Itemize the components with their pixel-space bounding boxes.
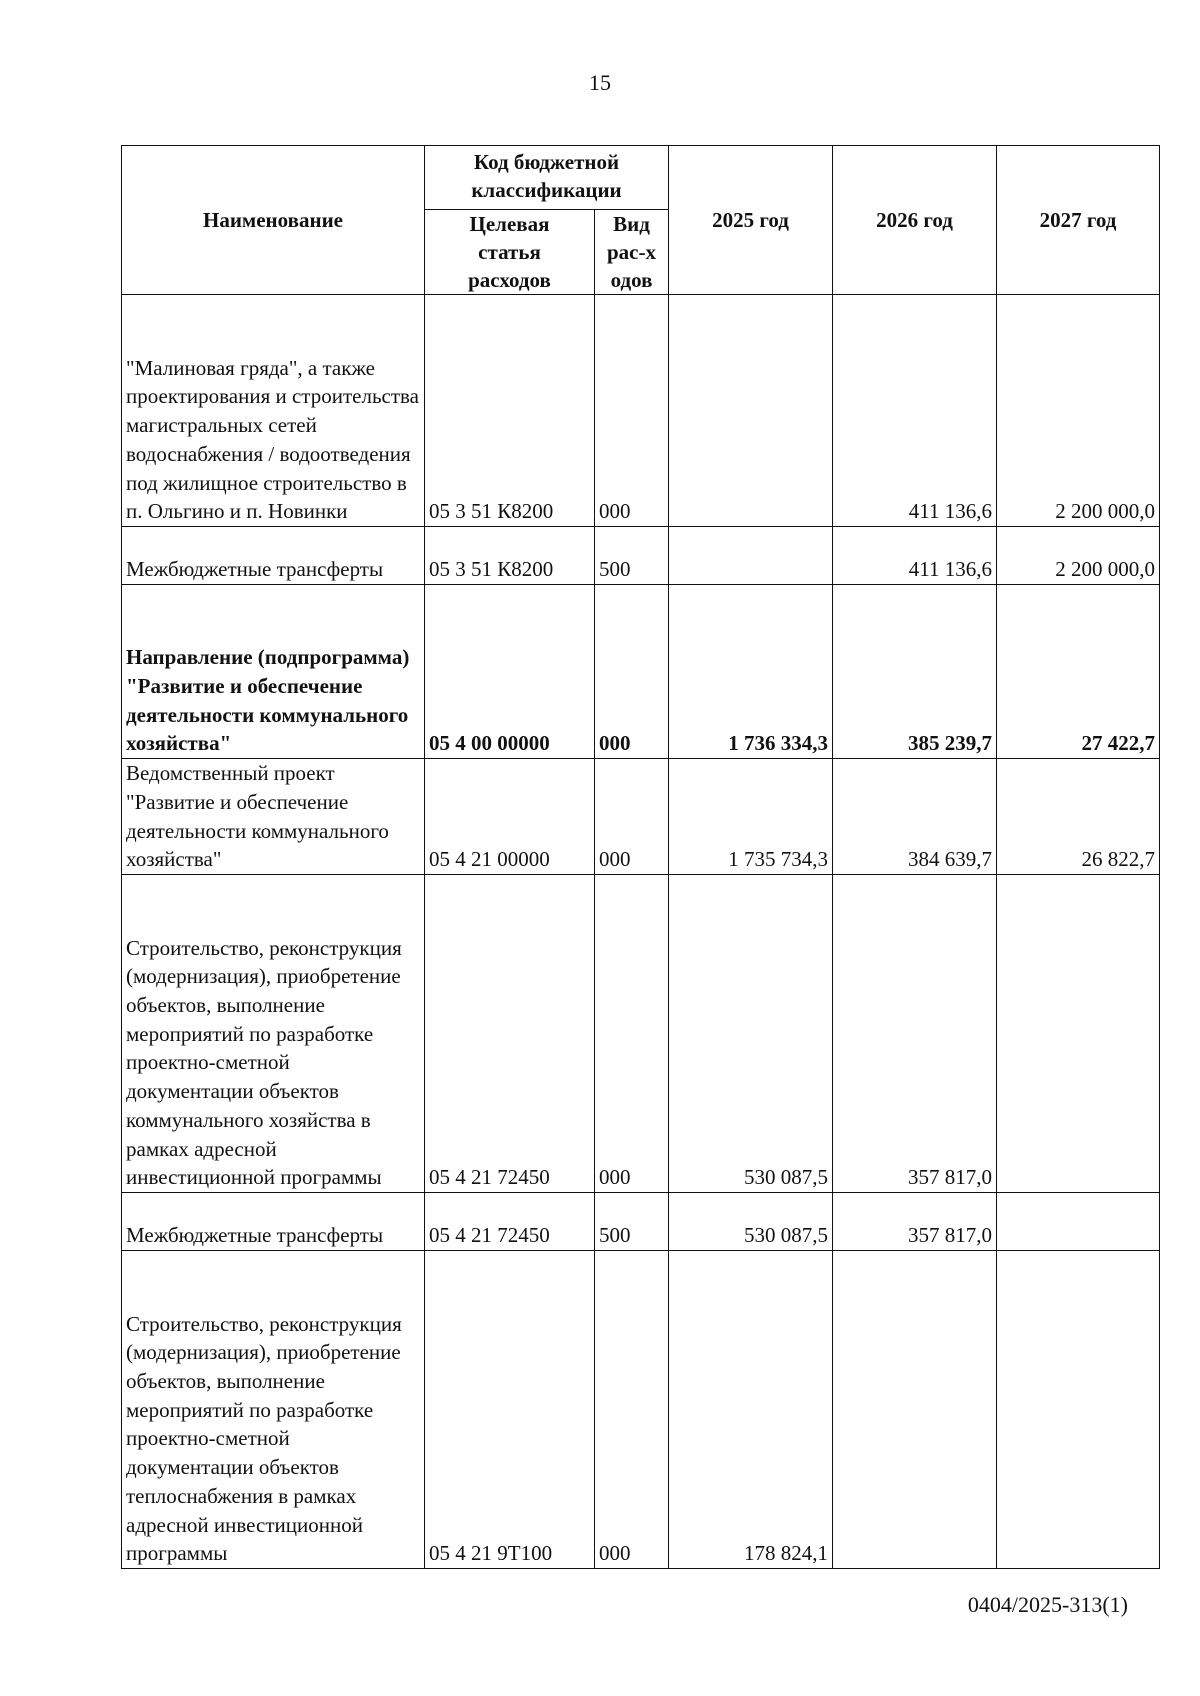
row-code: 05 4 21 00000 bbox=[425, 759, 595, 875]
budget-table bbox=[121, 145, 1160, 1569]
row-2026: 357 817,0 bbox=[833, 1193, 997, 1251]
row-2027: 26 822,7 bbox=[997, 759, 1160, 875]
row-2027 bbox=[997, 1193, 1160, 1251]
row-code: 05 4 21 72450 bbox=[425, 875, 595, 1193]
header-expense-type-text: Вид рас-ходов bbox=[607, 212, 656, 292]
header-2025: 2025 год bbox=[669, 146, 833, 295]
row-vid: 500 bbox=[595, 527, 669, 585]
table-row bbox=[122, 527, 1160, 585]
row-vid: 000 bbox=[595, 759, 669, 875]
page-number: 15 bbox=[589, 70, 611, 95]
header-target-article-text: Целевая статья расходов bbox=[468, 212, 551, 292]
table-body bbox=[122, 295, 1160, 1569]
header-2026: 2026 год bbox=[833, 146, 997, 295]
header-2027: 2027 год bbox=[997, 146, 1160, 295]
row-2026: 411 136,6 bbox=[833, 295, 997, 527]
row-2025: 178 824,1 bbox=[669, 1251, 833, 1569]
row-2026: 385 239,7 bbox=[833, 585, 997, 759]
row-name: Ведомственный проект "Развитие и обеспечение деятельности коммунального хозяйства" bbox=[122, 759, 425, 875]
table-row bbox=[122, 295, 1160, 527]
row-2026: 357 817,0 bbox=[833, 875, 997, 1193]
row-code: 05 4 21 9Т100 bbox=[425, 1251, 595, 1569]
header-code-group-text: Код бюджетной классификации bbox=[471, 150, 622, 202]
row-name: Направление (подпрограмма) "Развитие и обеспечение деятельности коммунального хозяйства" bbox=[122, 585, 425, 759]
table-row bbox=[122, 1251, 1160, 1569]
row-2027: 2 200 000,0 bbox=[997, 295, 1160, 527]
row-code: 05 3 51 К8200 bbox=[425, 295, 595, 527]
row-code: 05 4 21 72450 bbox=[425, 1193, 595, 1251]
table-row bbox=[122, 875, 1160, 1193]
row-2025: 530 087,5 bbox=[669, 1193, 833, 1251]
row-2025: 1 735 734,3 bbox=[669, 759, 833, 875]
row-name: Межбюджетные трансферты bbox=[122, 527, 425, 585]
row-2026: 384 639,7 bbox=[833, 759, 997, 875]
row-name: Строительство, реконструкция (модернизация), приобретение объектов, выполнение мероприятий по разработке проектно-сметной документации объектов теплоснабжения в рамках адресной инвестиционной программы bbox=[122, 1251, 425, 1569]
row-name: "Малиновая гряда", а также проектирования и строительства магистральных сетей водоснабжения / водоотведения под жилищное строительство в п. Ольгино и п. Новинки bbox=[122, 295, 425, 527]
row-code: 05 4 00 00000 bbox=[425, 585, 595, 759]
row-2025 bbox=[669, 295, 833, 527]
table-row bbox=[122, 1193, 1160, 1251]
header-name: Наименование bbox=[122, 146, 425, 295]
row-2027 bbox=[997, 1251, 1160, 1569]
row-2025 bbox=[669, 527, 833, 585]
row-2026 bbox=[833, 1251, 997, 1569]
row-2027: 2 200 000,0 bbox=[997, 527, 1160, 585]
row-vid: 000 bbox=[595, 585, 669, 759]
header-expense-type bbox=[595, 210, 669, 295]
row-2027 bbox=[997, 875, 1160, 1193]
row-2026: 411 136,6 bbox=[833, 527, 997, 585]
header-target-article bbox=[425, 210, 595, 295]
row-vid: 000 bbox=[595, 295, 669, 527]
row-vid: 000 bbox=[595, 1251, 669, 1569]
table-row bbox=[122, 759, 1160, 875]
row-vid: 000 bbox=[595, 875, 669, 1193]
row-vid: 500 bbox=[595, 1193, 669, 1251]
row-code: 05 3 51 К8200 bbox=[425, 527, 595, 585]
header-code-group bbox=[425, 146, 669, 210]
table-header bbox=[122, 146, 1160, 295]
row-2025: 1 736 334,3 bbox=[669, 585, 833, 759]
table-row bbox=[122, 585, 1160, 759]
row-2027: 27 422,7 bbox=[997, 585, 1160, 759]
document-number: 0404/2025-313(1) bbox=[967, 1592, 1128, 1617]
row-name: Межбюджетные трансферты bbox=[122, 1193, 425, 1251]
row-name: Строительство, реконструкция (модернизация), приобретение объектов, выполнение мероприятий по разработке проектно-сметной документации объектов коммунального хозяйства в рамках адресной инвестиционной программы bbox=[122, 875, 425, 1193]
row-2025: 530 087,5 bbox=[669, 875, 833, 1193]
